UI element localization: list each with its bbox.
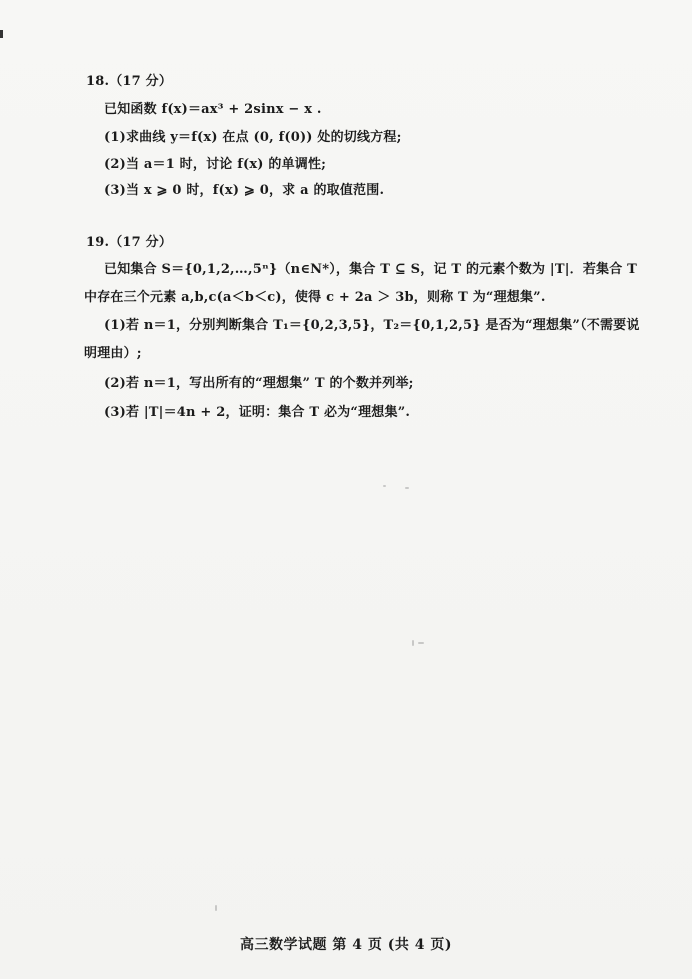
- scan-speck: [383, 485, 386, 487]
- q19-part2: (2)若 n＝1，写出所有的“理想集” T 的个数并列举;: [104, 376, 414, 391]
- q18-title: 18.（17 分）: [86, 74, 173, 89]
- q18-part1: (1)求曲线 y＝f(x) 在点 (0, f(0)) 处的切线方程;: [104, 130, 402, 145]
- q19-stem-line2: 中存在三个元素 a,b,c(a＜b＜c)，使得 c + 2a ＞ 3b，则称 T 为“理想集”.: [84, 290, 546, 305]
- scan-speck: [405, 487, 409, 489]
- scan-speck: [412, 640, 414, 646]
- q19-part3: (3)若 |T|＝4n + 2，证明：集合 T 必为“理想集”.: [104, 405, 411, 420]
- q19-part1-line2: 明理由）;: [84, 346, 142, 361]
- scan-speck: [418, 642, 424, 644]
- scan-edge-mark: [0, 30, 3, 38]
- scan-speck: [215, 905, 217, 911]
- q18-part3: (3)当 x ⩾ 0 时，f(x) ⩾ 0，求 a 的取值范围.: [104, 183, 385, 198]
- q18-part2: (2)当 a＝1 时，讨论 f(x) 的单调性;: [104, 157, 327, 172]
- q18-stem: 已知函数 f(x)＝ax³ + 2sinx − x .: [104, 102, 322, 117]
- page-footer: 高三数学试题 第 4 页 (共 4 页): [240, 937, 452, 953]
- q19-part1-line1: (1)若 n＝1，分别判断集合 T₁＝{0,2,3,5}，T₂＝{0,1,2,5} 是否为“理想集”（不需要说: [104, 318, 640, 333]
- q19-stem-line1: 已知集合 S＝{0,1,2,…,5ⁿ}（n∈N*），集合 T ⊆ S，记 T 的元素个数为 |T|．若集合 T: [104, 262, 638, 277]
- q19-title: 19.（17 分）: [86, 235, 173, 250]
